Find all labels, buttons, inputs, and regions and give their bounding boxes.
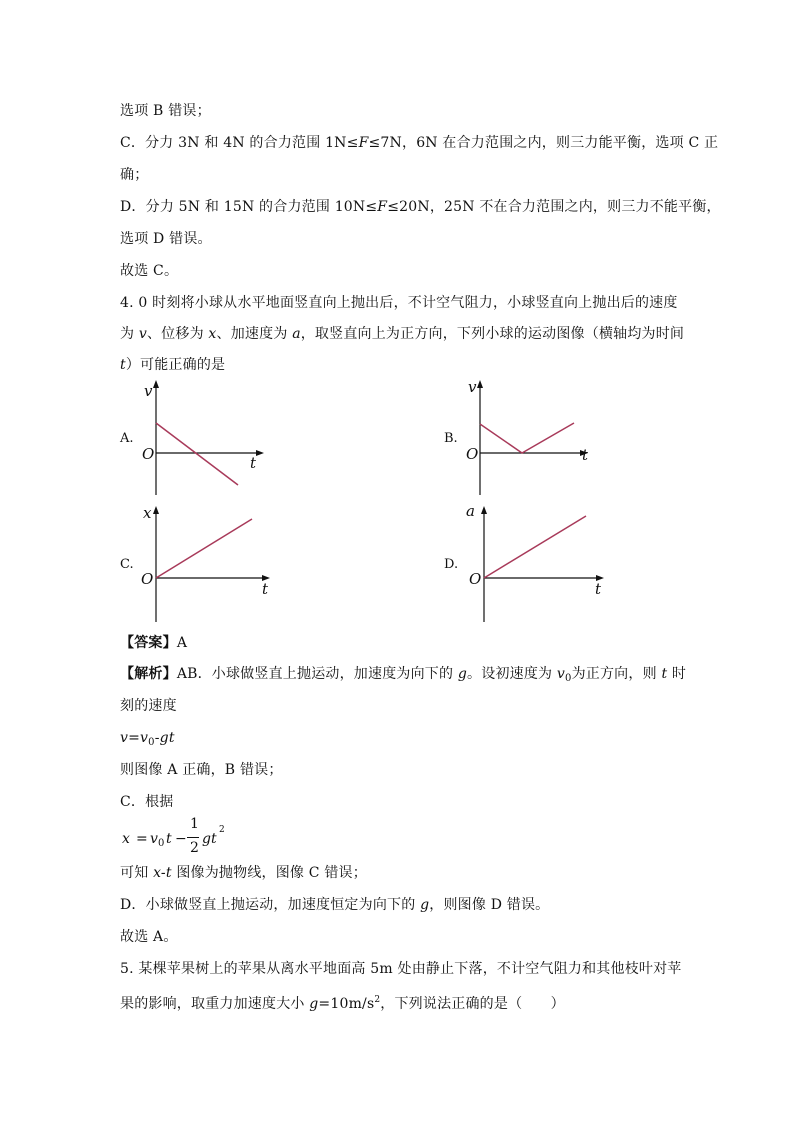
option-d-label: D. [444, 557, 459, 572]
origin-label: O [141, 570, 154, 588]
explanation-line: D．小球做竖直上抛运动，加速度恒定为向下的 g，则图像 D 错误。 [120, 897, 550, 913]
text-line: C．分力 3N 和 4N 的合力范围 1N≤F≤7N，6N 在合力范围之内，则三力能平衡，选项 C 正 [120, 135, 719, 151]
explanation-line: 【解析】AB．小球做竖直上抛运动，加速度为向下的 g。设初速度为 $v_0$为正方向，则 t 时 [120, 666, 687, 684]
graph-a [140, 378, 270, 498]
option-a-label: A. [120, 431, 134, 446]
y-axis-arrow-icon [477, 380, 483, 388]
y-axis-label: v [144, 382, 153, 400]
explanation-line: 则图像 A 正确，B 错误； [120, 762, 283, 778]
explanation-line: 故选 A。 [120, 929, 178, 945]
text-line: 选项 B 错误； [120, 103, 211, 119]
x-axis-label: t [262, 580, 269, 598]
option-c-label: C. [120, 557, 134, 572]
graph-c [140, 500, 275, 625]
fraction-bar [187, 837, 199, 838]
question-5-stem: 果的影响，取重力加速度大小 $g=10m/s^2$，下列说法正确的是（ ） [120, 995, 565, 1012]
text-line: 选项 D 错误。 [120, 231, 212, 247]
option-b-label: B. [444, 431, 458, 446]
graph-b [464, 378, 594, 498]
text-line: 故选 C。 [120, 263, 179, 279]
graph-line [484, 516, 586, 578]
question-4-stem: 为 v、位移为 x、加速度为 a，取竖直向上为正方向，下列小球的运动图像（横轴均为时间 [120, 326, 685, 342]
question-4-stem: 4. 0 时刻将小球从水平地面竖直向上抛出后，不计空气阻力，小球竖直向上抛出后的速度 [120, 295, 678, 311]
explanation-line: C．根据 [120, 794, 174, 810]
x-axis-label: t [582, 446, 589, 464]
text-line: 确； [120, 167, 149, 183]
equation-line: $v=v_0-gt$ [120, 730, 175, 748]
displacement-formula: x = v 0 t − 1 2 gt 2 [122, 816, 225, 856]
graph-line [480, 423, 574, 453]
y-axis-arrow-icon [153, 506, 159, 514]
x-axis-arrow-icon [256, 450, 264, 456]
graph-line [156, 423, 238, 485]
y-axis-arrow-icon [481, 506, 487, 514]
y-axis-label: x [143, 504, 152, 522]
question-4-stem: t）可能正确的是 [120, 357, 226, 373]
x-axis-label: t [250, 454, 257, 472]
y-axis-label: v [468, 378, 477, 396]
origin-label: O [469, 570, 482, 588]
answer-line: 【答案】A [120, 635, 188, 651]
explanation-line: 可知 x-t 图像为抛物线，图像 C 错误； [120, 865, 367, 881]
origin-label: O [142, 445, 155, 463]
x-axis-label: t [595, 580, 602, 598]
explanation-line: 刻的速度 [120, 698, 177, 714]
text-line: D．分力 5N 和 15N 的合力范围 10N≤F≤20N，25N 不在合力范围之内，则三力不能平衡， [120, 199, 721, 215]
graph-line [156, 519, 252, 578]
graph-d [468, 500, 608, 625]
question-5-stem: 5. 某棵苹果树上的苹果从离水平地面高 5m 处由静止下落，不计空气阻力和其他枝叶对苹 [120, 961, 682, 977]
y-axis-label: a [466, 502, 475, 520]
y-axis-arrow-icon [153, 380, 159, 388]
origin-label: O [466, 445, 479, 463]
